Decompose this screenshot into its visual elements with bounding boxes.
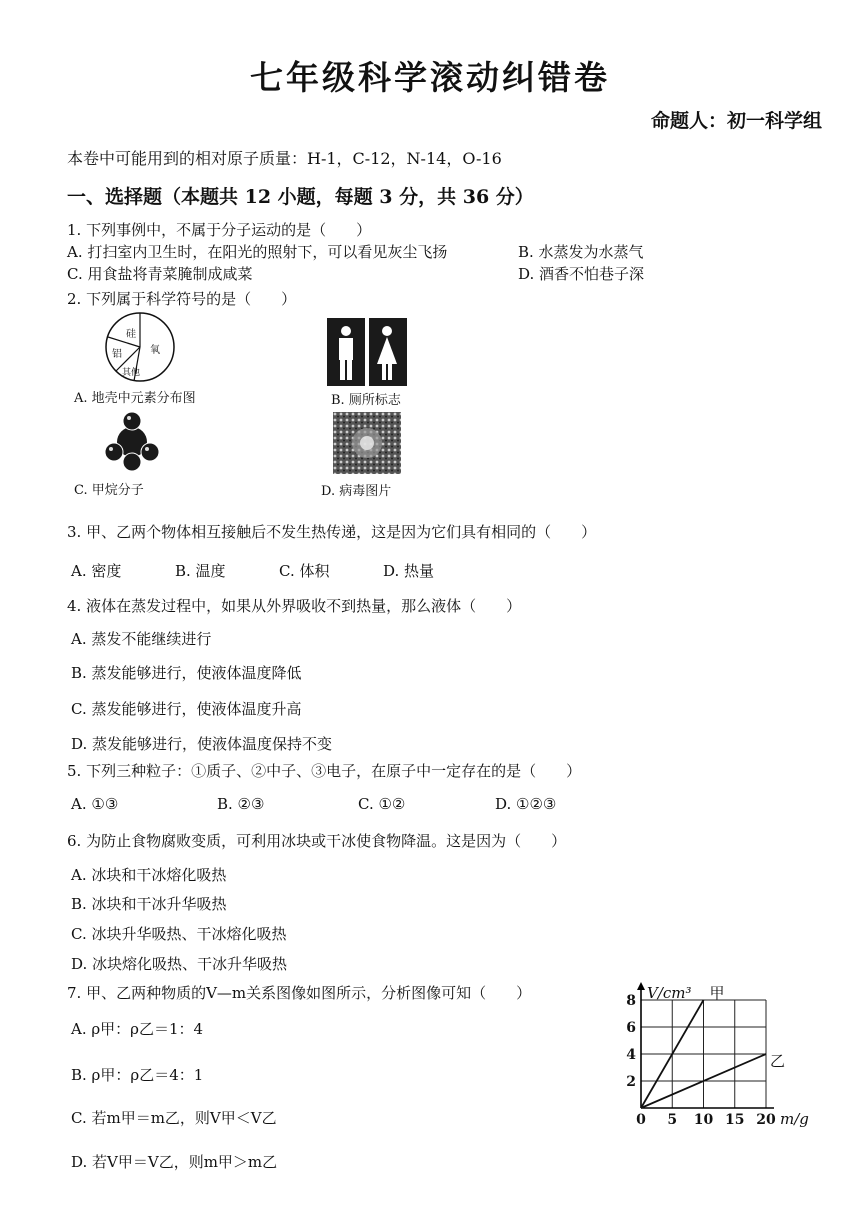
q5-option-a: A. ①③ [71,795,119,813]
y-tick-label: 6 [626,1020,636,1036]
q1-option-b: B. 水蒸发为水蒸气 [518,243,644,261]
q5-option-d: D. ①②③ [495,795,557,813]
q1-option-c: C. 用食盐将青菜腌制成咸菜 [67,265,253,283]
y-tick-label: 8 [626,993,636,1009]
q3-option-c: C. 体积 [279,562,330,580]
q2-option-b: B. 厕所标志 [331,393,401,408]
y-axis-arrow [637,982,645,990]
x-axis-label: m/g [780,1110,809,1128]
section-title: 一、选择题（本题共 12 小题，每题 3 分，共 36 分） [67,186,534,208]
crust-element-pie-image [104,311,176,383]
v-m-chart [616,968,809,1138]
x-tick-label: 20 [756,1112,776,1128]
q3-option-a: A. 密度 [71,562,122,580]
virus-photo-image [333,412,401,474]
q3-option-b: B. 温度 [175,562,226,580]
x-tick-label: 10 [693,1112,714,1128]
pie-label-other: 其他 [122,368,141,378]
q5-option-c: C. ①② [358,795,406,813]
q7-stem: 7. 甲、乙两种物质的V—m关系图像如图所示，分析图像可知（ ） [67,984,532,1002]
q4-option-a: A. 蒸发不能继续进行 [71,630,212,648]
y-axis-label: V/cm³ [647,984,692,1002]
q4-option-c: C. 蒸发能够进行，使液体温度升高 [71,700,302,718]
q6-option-a: A. 冰块和干冰熔化吸热 [71,866,227,884]
q7-option-c: C. 若m甲＝m乙，则V甲＜V乙 [71,1109,277,1127]
q7-option-b: B. ρ甲：ρ乙＝4：1 [71,1066,204,1084]
q2-stem: 2. 下列属于科学符号的是（ ） [67,290,297,308]
x-tick-label: 5 [667,1112,678,1128]
q2-option-d: D. 病毒图片 [321,484,392,499]
methane-molecule-image [102,410,162,474]
author-line: 命题人：初一科学组 [650,110,822,132]
pie-label-al: 铝 [112,349,122,360]
q7-option-d: D. 若V甲＝V乙，则m甲＞m乙 [71,1153,278,1171]
q2-option-a: A. 地壳中元素分布图 [74,391,196,406]
q5-option-b: B. ②③ [217,795,265,813]
q5-stem: 5. 下列三种粒子：①质子、②中子、③电子，在原子中一定存在的是（ ） [67,762,582,780]
q6-option-b: B. 冰块和干冰升华吸热 [71,895,227,913]
q4-option-d: D. 蒸发能够进行，使液体温度保持不变 [71,735,333,753]
q2-option-c: C. 甲烷分子 [74,483,144,498]
q3-stem: 3. 甲、乙两个物体相互接触后不发生热传递，这是因为它们具有相同的（ ） [67,523,597,541]
q1-stem: 1. 下列事例中，不属于分子运动的是（ ） [67,221,372,239]
series-label-jia: 甲 [709,984,725,1002]
y-tick-label: 4 [626,1047,636,1063]
q6-option-c: C. 冰块升华吸热、干冰熔化吸热 [71,925,287,943]
x-tick-label: 0 [636,1112,646,1128]
q4-option-b: B. 蒸发能够进行，使液体温度降低 [71,664,302,682]
q6-option-d: D. 冰块熔化吸热、干冰升华吸热 [71,955,288,973]
q7-option-a: A. ρ甲：ρ乙＝1：4 [71,1020,204,1038]
q4-stem: 4. 液体在蒸发过程中，如果从外界吸收不到热量，那么液体（ ） [67,597,522,615]
y-tick-label: 2 [626,1074,636,1090]
atomic-mass-note: 本卷中可能用到的相对原子质量：H-1，C-12，N-14，O-16 [67,149,502,168]
q6-stem: 6. 为防止食物腐败变质，可利用冰块或干冰使食物降温。这是因为（ ） [67,832,567,850]
pie-label-o: 氧 [150,345,160,356]
page-title: 七年级科学滚动纠错卷 [250,58,610,97]
series-label-yi: 乙 [770,1052,786,1070]
q1-option-d: D. 酒香不怕巷子深 [518,265,645,283]
x-tick-label: 15 [725,1112,745,1128]
pie-label-si: 硅 [126,329,136,340]
restroom-sign-image [327,318,407,386]
q3-option-d: D. 热量 [383,562,435,580]
q1-option-a: A. 打扫室内卫生时，在阳光的照射下，可以看见灰尘飞扬 [67,243,448,261]
